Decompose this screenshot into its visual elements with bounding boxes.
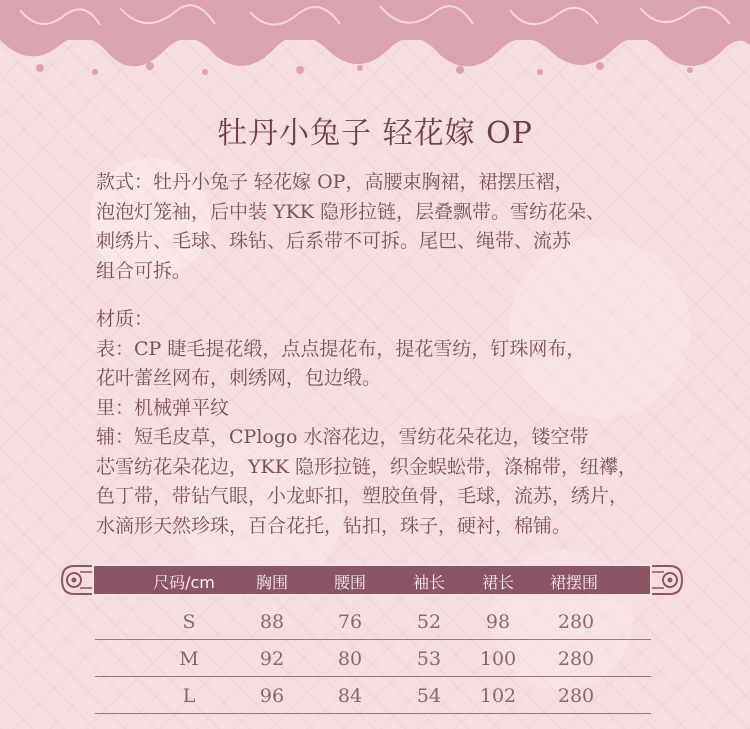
page-title: 牡丹小兔子 轻花嫁 OP	[217, 116, 533, 151]
bust-value: 88	[259, 611, 285, 633]
waist-value: 84	[337, 685, 363, 707]
sleeve-value: 54	[416, 685, 442, 707]
materials-block	[96, 305, 676, 541]
description-line: 组合可拆。	[96, 259, 192, 282]
scroll-end-ornament-icon	[650, 562, 686, 598]
materials-line: 水滴形天然珍珠，百合花托，钻扣，珠子，硬衬，棉铺。	[96, 514, 572, 537]
waist-value: 76	[337, 611, 363, 633]
skirt-length-value: 102	[479, 685, 517, 707]
header-sleeve: 袖长	[412, 573, 446, 592]
header-hem: 裙摆围	[549, 573, 599, 592]
materials-heading: 材质：	[96, 308, 154, 330]
top-lace-ornament-icon	[0, 0, 750, 80]
materials-line: 色丁带，带钻气眼，小龙虾扣，塑胶鱼骨，毛球，流苏，绣片，	[96, 485, 629, 507]
materials-line: 里：机械弹平纹	[96, 396, 230, 419]
header-bust: 胸围	[255, 573, 289, 592]
bust-value: 96	[259, 685, 285, 707]
description-line: 款式：牡丹小兔子 轻花嫁 OP，高腰束胸裙，裙摆压褶，	[96, 171, 574, 193]
materials-line: 表：CP 睫毛提花缎，点点提花布，提花雪纺，钉珠网布，	[96, 337, 586, 360]
hem-value: 280	[557, 648, 595, 670]
skirt-length-value: 100	[479, 648, 517, 670]
size-table-header	[58, 562, 686, 598]
size-label: L	[182, 685, 196, 707]
hem-value: 280	[557, 611, 595, 633]
materials-line: 芯雪纺花朵花边，YKK 隐形拉链，织金蜈蚣带，涤棉带，纽襻，	[96, 455, 637, 478]
materials-line: 花叶蕾丝网布，刺绣网，包边缎。	[96, 367, 382, 389]
size-row-l	[95, 677, 651, 714]
size-label: M	[179, 648, 199, 670]
sleeve-value: 53	[416, 648, 442, 670]
header-waist: 腰围	[333, 573, 367, 592]
header-size: 尺码/cm	[153, 573, 215, 592]
description-line: 泡泡灯笼袖，后中装 YKK 隐形拉链，层叠飘带。雪纺花朵、	[96, 200, 606, 223]
materials-line: 辅：短毛皮草，CPlogo 水溶花边，雪纺花朵花边，镂空带	[96, 426, 589, 448]
size-label: S	[182, 611, 196, 633]
skirt-length-value: 98	[485, 611, 511, 633]
size-row-m	[95, 640, 651, 677]
description-block	[96, 168, 676, 286]
description-line: 刺绣片、毛球、珠钻、后系带不可拆。尾巴、绳带、流苏	[96, 230, 572, 252]
waist-value: 80	[337, 648, 363, 670]
bust-value: 92	[259, 648, 285, 670]
header-skirt-length: 裙长	[481, 573, 515, 592]
sleeve-value: 52	[416, 611, 442, 633]
scroll-end-ornament-icon	[58, 562, 94, 598]
hem-value: 280	[557, 685, 595, 707]
size-row-s	[95, 603, 651, 640]
